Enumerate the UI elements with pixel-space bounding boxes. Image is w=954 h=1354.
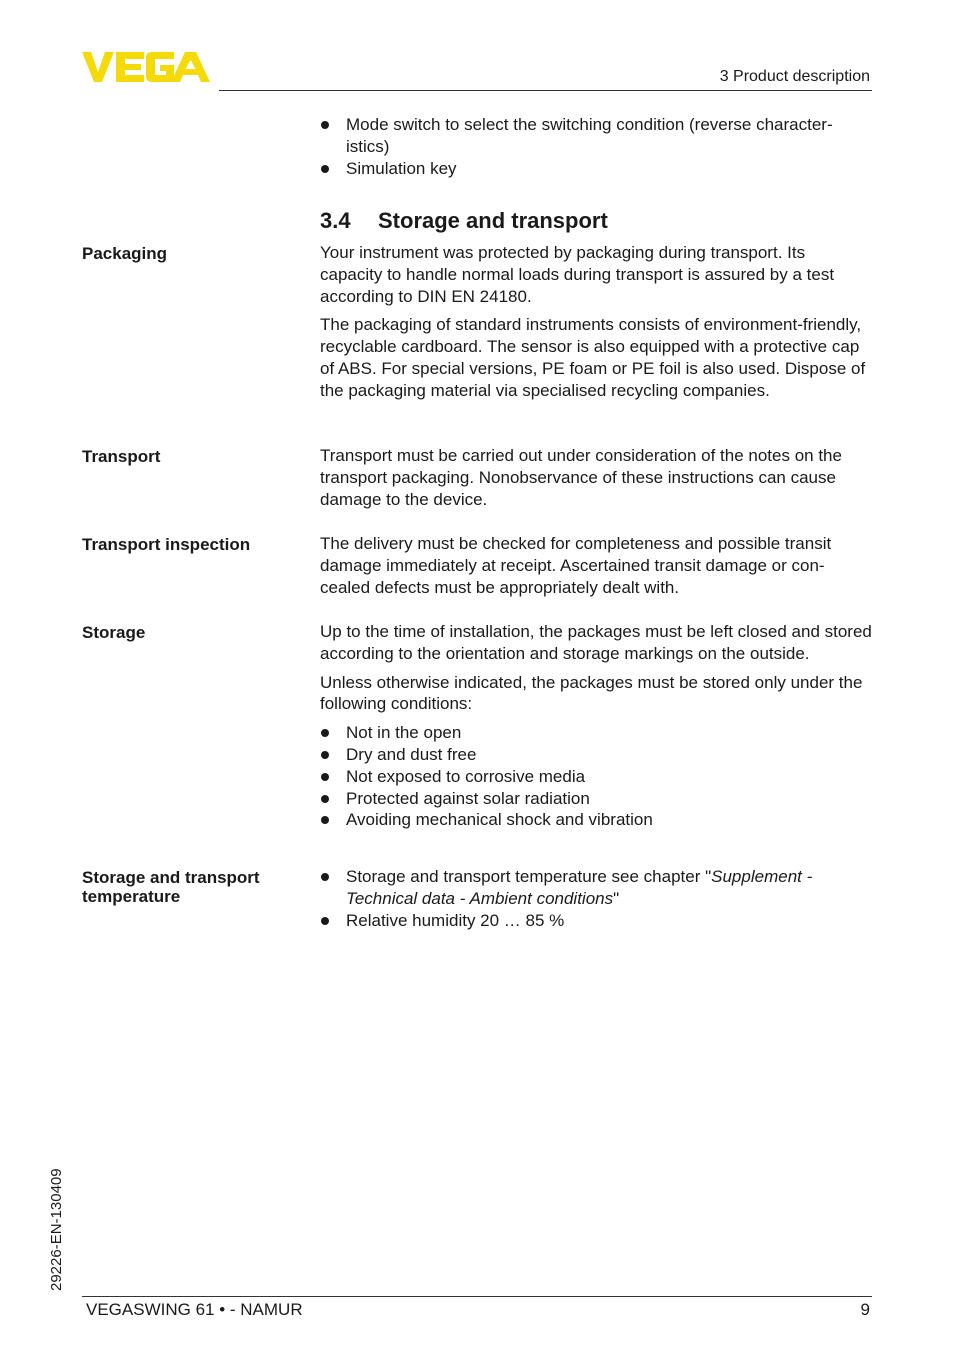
transport-inspection-label: Transport inspection (82, 535, 251, 554)
document-code: 29226-EN-130409 (48, 1168, 65, 1291)
bullet-icon (321, 773, 329, 781)
temperature-label: Storage and transport temperature (82, 868, 260, 906)
vega-logo (82, 50, 212, 84)
transport-label: Transport (82, 447, 161, 466)
list-item: Protected against solar radiation (320, 788, 872, 810)
list-item: Storage and transport temperature see chapter "Supplement - Technical data - Ambient conditions" (320, 866, 872, 910)
bullet-icon (321, 121, 329, 129)
list-item: Avoiding mechanical shock and vibration (320, 809, 872, 831)
footer-divider (82, 1296, 872, 1297)
transport-inspection-paragraph: The delivery must be checked for completeness and possible transit damage immediately at receipt. Ascertained transit damage or con-cealed defects must be appropriately dealt with. (320, 534, 832, 597)
section-heading (320, 208, 608, 234)
list-item: Simulation key (320, 158, 872, 180)
transport-paragraph: Transport must be carried out under consideration of the notes on the transport packaging. Nonobservance of these instructions can cause damage to the device. (320, 446, 842, 509)
list-item: Not in the open (320, 722, 872, 744)
intro-bullet-list (320, 114, 872, 179)
list-item: Dry and dust free (320, 744, 872, 766)
chapter-reference: Supplement - Technical data - Ambient conditions (346, 867, 813, 908)
header-divider (219, 90, 872, 91)
bullet-icon (321, 729, 329, 737)
bullet-icon (321, 917, 329, 925)
packaging-paragraph-2: The packaging of standard instruments consists of environment-friendly, recyclable cardboard. The sensor is also equipped with a protective cap of ABS. For special versions, PE foam or PE foil is also used. Dispose of the packaging material via specialised recycling companies. (320, 315, 866, 400)
list-item: Not exposed to corrosive media (320, 766, 872, 788)
transport-inspection-text (320, 533, 872, 598)
section-title: Storage and transport (378, 208, 608, 233)
section-number: 3.4 (320, 208, 351, 233)
temperature-text (320, 866, 872, 931)
packaging-paragraph-1: Your instrument was protected by packaging during transport. Its capacity to handle normal loads during transport is assured by a test according to DIN EN 24180. (320, 243, 835, 306)
page-number: 9 (860, 1300, 870, 1319)
storage-text (320, 621, 872, 831)
storage-conditions-list (320, 722, 872, 831)
packaging-label: Packaging (82, 244, 168, 263)
transport-text (320, 445, 872, 510)
bullet-icon (321, 873, 329, 881)
packaging-text (320, 242, 872, 402)
storage-paragraph-1: Up to the time of installation, the packages must be left closed and stored according to the orientation and storage markings on the outside. (320, 622, 872, 663)
bullet-icon (321, 751, 329, 759)
bullet-icon (321, 816, 329, 824)
bullet-icon (321, 165, 329, 173)
list-item: Mode switch to select the switching condition (reverse character- istics) (320, 114, 872, 158)
storage-paragraph-2: Unless otherwise indicated, the packages must be stored only under the following conditions: (320, 672, 863, 714)
header-section-title: 3 Product description (719, 68, 870, 85)
storage-label: Storage (82, 623, 146, 642)
footer-product-name: VEGASWING 61 • - NAMUR (86, 1300, 303, 1319)
list-item: Relative humidity 20 … 85 % (320, 910, 872, 932)
bullet-icon (321, 795, 329, 803)
